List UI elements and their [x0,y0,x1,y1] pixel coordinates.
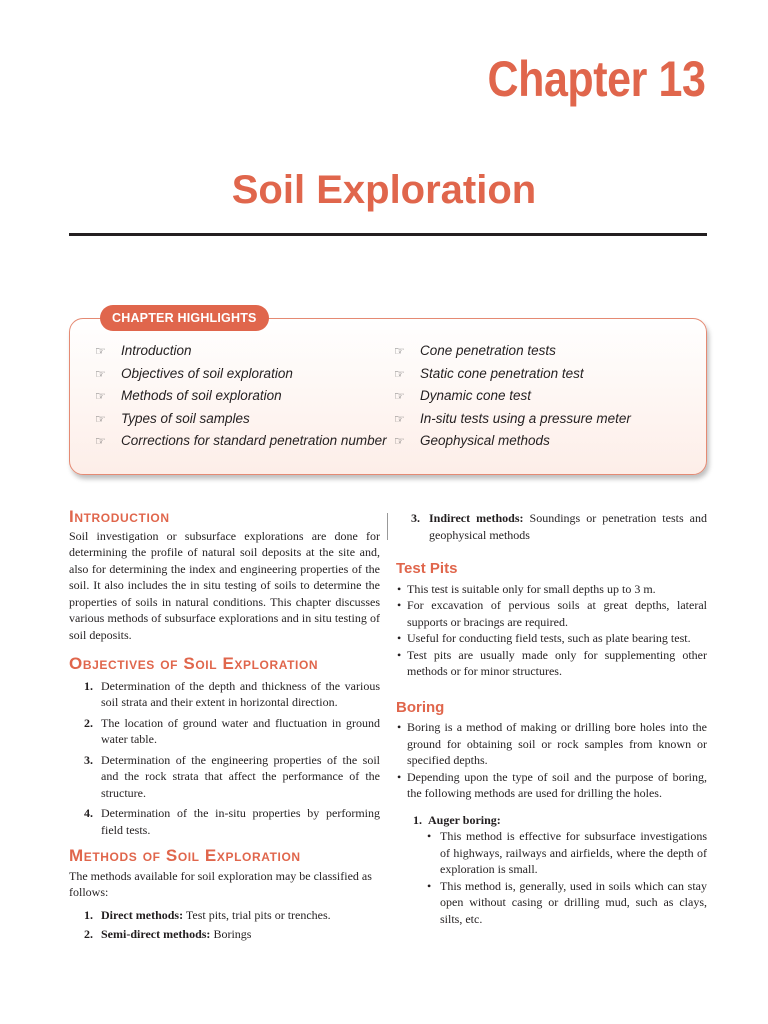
auger-boring-title: Auger boring: [428,812,501,827]
pointing-hand-icon: ☞ [95,434,106,448]
list-item: • Boring is a method of making or drilling bore holes into the ground for obtaining soil or rock samples from known or specified depths. [396,719,707,769]
highlight-item: ☞ Geophysical methods [394,430,631,453]
methods-list [69,907,380,943]
left-column [69,509,380,947]
list-item: 1. Determination of the depth and thickness of the various soil strata and their extent in horizontal direction. [84,678,380,709]
list-item: 3. Determination of the engineering properties of the soil and the rock strata that affect the performance of the structure. [84,752,380,800]
chapter-number: Chapter 13 [487,51,705,107]
list-item: • This method is effective for subsurface investigations of highways, railways and airfields, where the depth of exploration is small. [426,828,707,878]
auger-boring-list [426,828,707,927]
column-divider [387,513,388,540]
auger-boring-item: 1. Auger boring: • This method is effective for subsurface investigations of highways, railways and airfields, where the depth of exploration is small. • This method is, generally, used in soils which can stay open without casing or drilling mud, such as clays, silts, etc. [396,812,707,928]
list-item: • Depending upon the type of soil and the purpose of boring, the following methods are used for drilling the holes. [396,769,707,802]
highlight-item: ☞ In-situ tests using a pressure meter [394,408,631,431]
pointing-hand-icon: ☞ [394,434,405,448]
highlight-item: ☞ Dynamic cone test [394,385,631,408]
list-item: • Test pits are usually made only for supplementing other methods or for minor structures. [396,647,707,680]
list-item: • Useful for conducting field tests, such as plate bearing test. [396,630,707,647]
highlight-item: ☞ Introduction [95,340,387,363]
list-item: 3. Indirect methods: Soundings or penetration tests and geophysical methods [411,511,707,542]
introduction-text: Soil investigation or subsurface explorations are done for determining the profile of natural soil deposits at the site and, also for determining the index and engineering properties of the soil. It also includes the in situ testing of soils to determine the properties of soils in natural conditions. This chapter discusses various methods of subsurface explorations and in situ testing of soil deposits. [69,528,380,642]
objectives-heading: Objectives of Soil Exploration [69,654,319,673]
highlight-item: ☞ Objectives of soil exploration [95,363,387,386]
list-item: 1. Direct methods: Test pits, trial pits or trenches. [84,907,331,922]
list-item: 2. The location of ground water and fluctuation in ground water table. [84,715,380,746]
highlight-item: ☞ Types of soil samples [95,408,387,431]
list-item: • For excavation of pervious soils at great depths, lateral supports or bracings are required. [396,597,707,630]
boring-list [396,719,707,802]
objectives-list [69,678,380,839]
boring-heading: Boring [396,698,445,716]
highlights-left-list [95,340,387,453]
chapter-title: Soil Exploration [231,168,537,212]
test-pits-heading: Test Pits [396,560,458,577]
pointing-hand-icon: ☞ [394,389,405,403]
chapter-highlights-tab: CHAPTER HIGHLIGHTS [100,305,269,331]
list-item: 4. Determination of the in-situ properties by performing field tests. [84,806,380,837]
test-pits-list [396,581,707,680]
pointing-hand-icon: ☞ [394,344,405,358]
highlights-right-list [394,340,631,453]
introduction-heading: Introduction [69,507,170,526]
highlight-item: ☞ Methods of soil exploration [95,385,387,408]
highlight-item: ☞ Corrections for standard penetration number [95,430,387,453]
highlight-item: ☞ Static cone penetration test [394,363,631,386]
title-rule [69,233,707,236]
pointing-hand-icon: ☞ [394,366,405,381]
right-column [396,510,707,927]
pointing-hand-icon: ☞ [95,366,106,381]
methods-list-continued [396,510,707,543]
pointing-hand-icon: ☞ [95,411,106,426]
methods-heading: Methods of Soil Exploration [69,846,301,865]
list-item: • This test is suitable only for small depths up to 3 m. [396,581,707,598]
list-item: • This method is, generally, used in soils which can stay open without casing or drilling mud, such as clays, silts, etc. [426,878,707,928]
pointing-hand-icon: ☞ [95,344,106,358]
list-item: 2. Semi-direct methods: Borings [84,927,252,941]
methods-intro: The methods available for soil exploration may be classified as follows: [69,868,372,899]
pointing-hand-icon: ☞ [95,389,106,403]
highlight-item: ☞ Cone penetration tests [394,340,631,363]
pointing-hand-icon: ☞ [394,411,405,426]
